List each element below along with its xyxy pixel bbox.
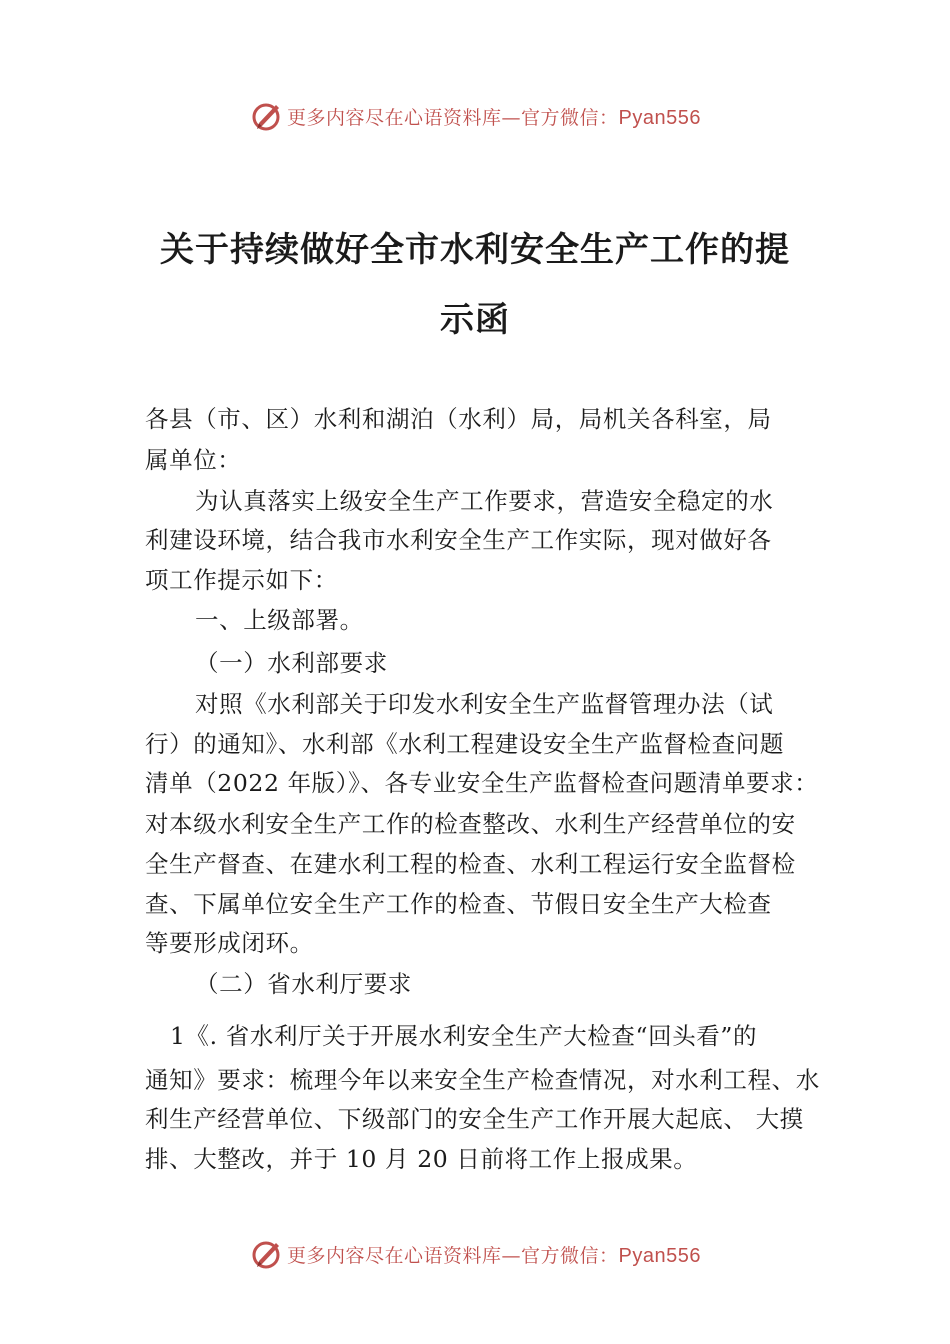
intro-line-1: 为认真落实上级安全生产工作要求，营造安全稳定的水 xyxy=(195,487,774,515)
paragraph-1-line-6: 查、下属单位安全生产工作的检查、节假日安全生产大检查 xyxy=(145,890,772,918)
addressee-line-2: 属单位： xyxy=(145,446,242,474)
document-title-line-1: 关于持续做好全市水利安全生产工作的提 xyxy=(160,230,790,270)
intro-line-3: 项工作提示如下： xyxy=(145,566,338,594)
footer-watermark xyxy=(0,1234,950,1274)
paragraph-2-line-2: 通知》要求：梳理今年以来安全生产检查情况，对水利工程、水 xyxy=(145,1066,820,1094)
header-watermark xyxy=(0,96,950,136)
paragraph-1-line-5: 全生产督查、在建水利工程的检查、水利工程运行安全监督检 xyxy=(145,850,796,878)
watermark-text: 更多内容尽在心语资料库—官方微信：Pyan556 xyxy=(287,106,701,129)
paragraph-2-line-3: 利生产经营单位、下级部门的安全生产工作开展大起底、 大摸 xyxy=(145,1105,804,1133)
addressee-line-1: 各县（市、区）水利和湖泊（水利）局，局机关各科室，局 xyxy=(145,405,772,433)
paragraph-1-line-2: 行）的通知》、水利部《水利工程建设安全生产监督检查问题 xyxy=(145,730,784,758)
pen-logo-icon xyxy=(249,99,283,133)
watermark-text: 更多内容尽在心语资料库—官方微信：Pyan556 xyxy=(287,1244,701,1267)
subsection-heading-2: （二）省水利厅要求 xyxy=(195,970,412,998)
paragraph-1-line-7: 等要形成闭环。 xyxy=(145,929,314,957)
paragraph-1-line-1: 对照《水利部关于印发水利安全生产监督管理办法（试 xyxy=(195,690,774,718)
paragraph-2-line-4: 排、大整改，并于 10 月 20 日前将工作上报成果。 xyxy=(145,1145,698,1173)
document-title-line-2: 示函 xyxy=(440,300,510,340)
paragraph-1-line-4: 对本级水利安全生产工作的检查整改、水利生产经营单位的安 xyxy=(145,810,796,838)
paragraph-1-line-3: 清单（2022 年版）》、各专业安全生产监督检查问题清单要求： xyxy=(145,769,819,797)
paragraph-2-line-1: 1《. 省水利厅关于开展水利安全生产大检查“回头看”的 xyxy=(170,1022,758,1050)
pen-logo-icon xyxy=(249,1237,283,1271)
watermark-id: Pyan556 xyxy=(618,1244,701,1267)
section-heading-1: 一、上级部署。 xyxy=(195,606,364,634)
intro-line-2: 利建设环境，结合我市水利安全生产工作实际，现对做好各 xyxy=(145,526,772,554)
watermark-id: Pyan556 xyxy=(618,106,701,129)
subsection-heading-1: （一）水利部要求 xyxy=(195,649,388,677)
